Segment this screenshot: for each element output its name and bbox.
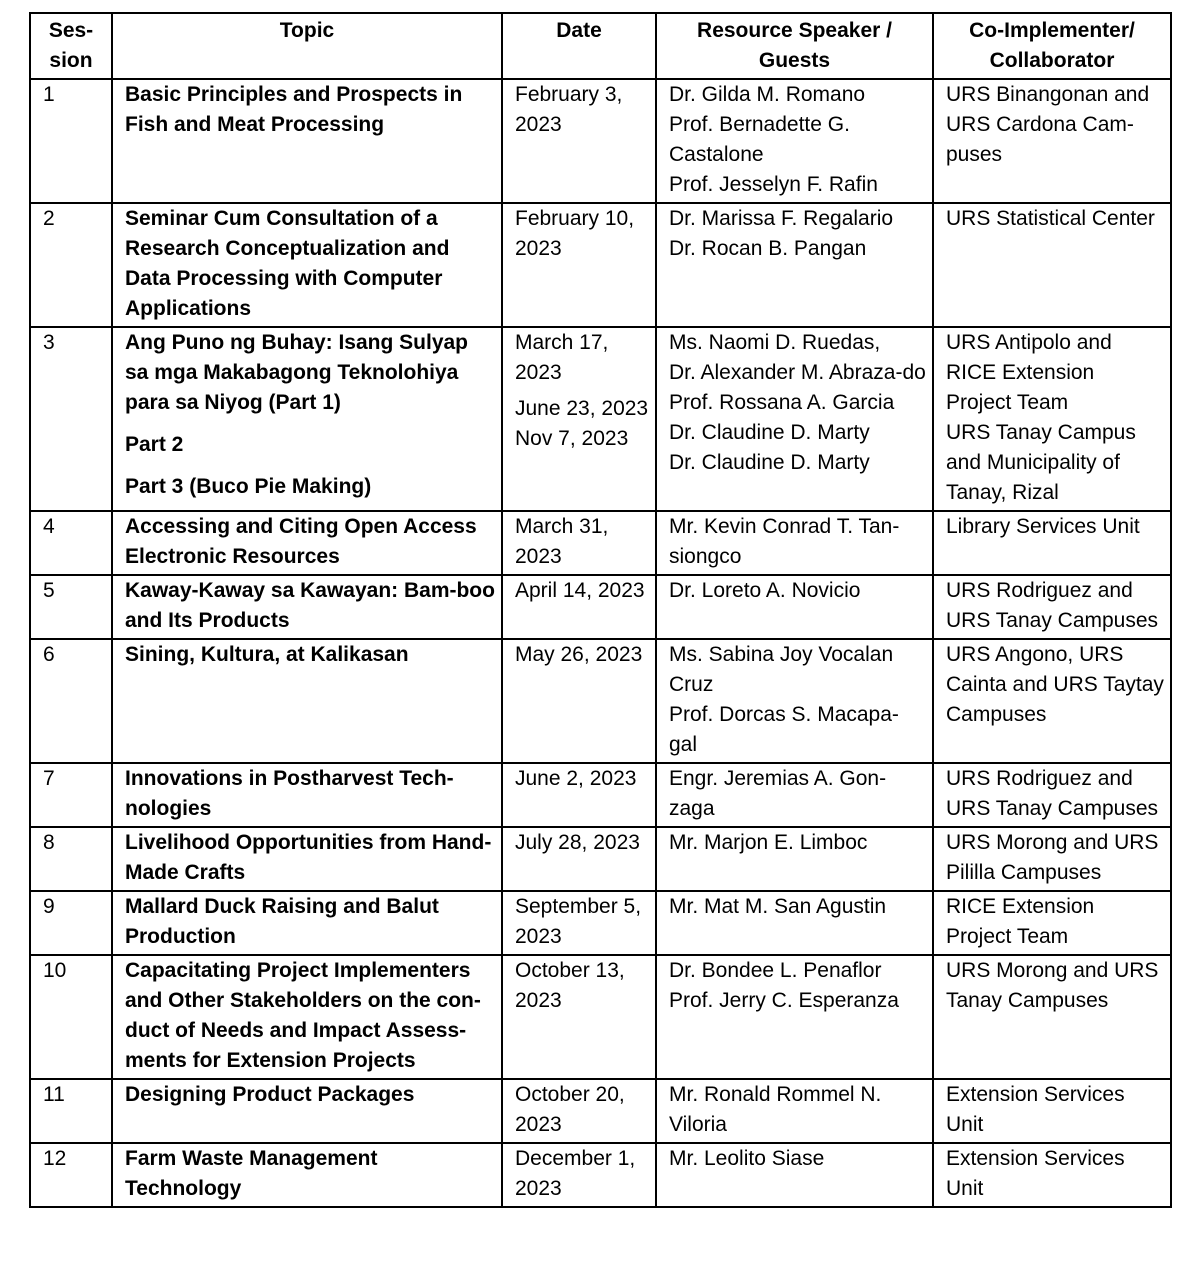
topic-part-3: Part 3 (Buco Pie Making) xyxy=(125,475,372,498)
table-row xyxy=(30,327,1171,511)
speaker-cell xyxy=(656,827,933,891)
header-row xyxy=(30,13,1171,79)
table-row xyxy=(30,1143,1171,1207)
date-cell: July 28, 2023 xyxy=(502,827,656,891)
collaborator-cell: URS Rodriguez and URS Tanay Campuses xyxy=(933,575,1171,639)
collaborator-cell xyxy=(933,327,1171,511)
speaker-name: Dr. Gilda M. Romano xyxy=(669,83,866,106)
header-topic: Topic xyxy=(112,13,502,79)
table-row xyxy=(30,511,1171,575)
date-cell: September 5, 2023 xyxy=(502,891,656,955)
speaker-name: Dr. Claudine D. Marty xyxy=(669,451,870,474)
topic-part-1: Ang Puno ng Buhay: Isang Sulyap sa mga Makabagong Teknolohiya para sa Niyog (Part 1) xyxy=(125,331,469,414)
collaborator-cell: Library Services Unit xyxy=(933,511,1171,575)
header-speaker: Resource Speaker / Guests xyxy=(656,13,933,79)
speaker-name: Dr. Alexander M. Abraza-do xyxy=(669,361,926,384)
speaker-name: Mr. Marjon E. Limboc xyxy=(669,831,868,854)
header-date: Date xyxy=(502,13,656,79)
speaker-name: Dr. Loreto A. Novicio xyxy=(669,579,861,602)
collaborator-cell: Extension Services Unit xyxy=(933,1143,1171,1207)
table-row xyxy=(30,1079,1171,1143)
date-cell: February 10, 2023 xyxy=(502,203,656,327)
header-collaborator: Co-Implementer/ Collaborator xyxy=(933,13,1171,79)
date-part-2: June 23, 2023 xyxy=(515,397,649,420)
session-number: 4 xyxy=(30,511,112,575)
speaker-cell xyxy=(656,511,933,575)
topic-cell: Kaway-Kaway sa Kawayan: Bam-boo and Its Products xyxy=(112,575,502,639)
date-cell: December 1, 2023 xyxy=(502,1143,656,1207)
speaker-name: Engr. Jeremias A. Gon-zaga xyxy=(669,767,887,820)
session-number: 9 xyxy=(30,891,112,955)
session-number: 3 xyxy=(30,327,112,511)
speaker-name: Mr. Leolito Siase xyxy=(669,1147,825,1170)
topic-cell: Capacitating Project Implementers and Other Stakeholders on the con-duct of Needs and Impact Assess-ments for Extension Projects xyxy=(112,955,502,1079)
topic-cell xyxy=(112,327,502,511)
speaker-name: Dr. Rocan B. Pangan xyxy=(669,237,867,260)
header-session xyxy=(30,13,112,79)
speaker-name: Prof. Rossana A. Garcia xyxy=(669,391,895,414)
speaker-cell xyxy=(656,891,933,955)
session-number: 7 xyxy=(30,763,112,827)
date-cell: October 20, 2023 xyxy=(502,1079,656,1143)
speaker-cell xyxy=(656,575,933,639)
date-cell: April 14, 2023 xyxy=(502,575,656,639)
collaborator-cell: URS Statistical Center xyxy=(933,203,1171,327)
speaker-name: Dr. Marissa F. Regalario xyxy=(669,207,894,230)
topic-cell: Mallard Duck Raising and Balut Production xyxy=(112,891,502,955)
speaker-cell xyxy=(656,327,933,511)
speaker-name: Dr. Claudine D. Marty xyxy=(669,421,870,444)
speaker-name: Prof. Jerry C. Esperanza xyxy=(669,989,899,1012)
table-row xyxy=(30,763,1171,827)
speaker-cell xyxy=(656,1079,933,1143)
table-row xyxy=(30,955,1171,1079)
speaker-name: Prof. Dorcas S. Macapa-gal xyxy=(669,703,899,756)
speaker-cell xyxy=(656,203,933,327)
date-cell: March 31, 2023 xyxy=(502,511,656,575)
topic-cell: Farm Waste Management Technology xyxy=(112,1143,502,1207)
collaborator-cell: URS Morong and URS Tanay Campuses xyxy=(933,955,1171,1079)
speaker-name: Mr. Kevin Conrad T. Tan-siongco xyxy=(669,515,900,568)
speaker-name: Prof. Jesselyn F. Rafin xyxy=(669,173,878,196)
collaborator-part-1: URS Antipolo and RICE Extension Project Team xyxy=(946,331,1112,414)
date-part-1: March 17, 2023 xyxy=(515,331,609,384)
session-number: 5 xyxy=(30,575,112,639)
topic-part-2: Part 2 xyxy=(125,433,184,456)
session-number: 1 xyxy=(30,79,112,203)
speaker-name: Ms. Sabina Joy Vocalan Cruz xyxy=(669,643,894,696)
speaker-name: Ms. Naomi D. Ruedas, xyxy=(669,331,881,354)
date-cell xyxy=(502,327,656,511)
date-cell: October 13, 2023 xyxy=(502,955,656,1079)
speaker-cell xyxy=(656,1143,933,1207)
speaker-cell xyxy=(656,763,933,827)
header-session-label: Ses- sion xyxy=(48,19,94,72)
topic-cell: Basic Principles and Prospects in Fish and Meat Processing xyxy=(112,79,502,203)
table-row xyxy=(30,891,1171,955)
topic-cell: Sining, Kultura, at Kalikasan xyxy=(112,639,502,763)
date-cell: February 3, 2023 xyxy=(502,79,656,203)
speaker-cell xyxy=(656,79,933,203)
collaborator-cell: Extension Services Unit xyxy=(933,1079,1171,1143)
collaborator-cell: URS Binangonan and URS Cardona Cam-puses xyxy=(933,79,1171,203)
session-table-document xyxy=(29,12,1172,1208)
session-number: 11 xyxy=(30,1079,112,1143)
topic-cell: Seminar Cum Consultation of a Research Conceptualization and Data Processing with Computer Applications xyxy=(112,203,502,327)
topic-cell: Innovations in Postharvest Tech-nologies xyxy=(112,763,502,827)
collaborator-cell: RICE Extension Project Team xyxy=(933,891,1171,955)
collaborator-cell: URS Morong and URS Pililla Campuses xyxy=(933,827,1171,891)
date-cell: June 2, 2023 xyxy=(502,763,656,827)
table-row xyxy=(30,203,1171,327)
speaker-name: Dr. Bondee L. Penaflor xyxy=(669,959,882,982)
date-cell: May 26, 2023 xyxy=(502,639,656,763)
table-row xyxy=(30,827,1171,891)
table-row xyxy=(30,575,1171,639)
table-row xyxy=(30,639,1171,763)
session-number: 8 xyxy=(30,827,112,891)
table-row xyxy=(30,79,1171,203)
topic-cell: Accessing and Citing Open Access Electronic Resources xyxy=(112,511,502,575)
speaker-name: Mr. Ronald Rommel N. Viloria xyxy=(669,1083,882,1136)
collaborator-cell: URS Rodriguez and URS Tanay Campuses xyxy=(933,763,1171,827)
session-number: 10 xyxy=(30,955,112,1079)
sessions-table xyxy=(29,12,1172,1208)
collaborator-part-2: URS Tanay Campus and Municipality of Tanay, Rizal xyxy=(946,421,1136,504)
collaborator-cell: URS Angono, URS Cainta and URS Taytay Campuses xyxy=(933,639,1171,763)
speaker-name: Prof. Bernadette G. Castalone xyxy=(669,113,850,166)
topic-cell: Designing Product Packages xyxy=(112,1079,502,1143)
date-part-3: Nov 7, 2023 xyxy=(515,427,629,450)
speaker-cell xyxy=(656,639,933,763)
speaker-cell xyxy=(656,955,933,1079)
session-number: 6 xyxy=(30,639,112,763)
speaker-name: Mr. Mat M. San Agustin xyxy=(669,895,887,918)
session-number: 2 xyxy=(30,203,112,327)
topic-cell: Livelihood Opportunities from Hand-Made Crafts xyxy=(112,827,502,891)
session-number: 12 xyxy=(30,1143,112,1207)
